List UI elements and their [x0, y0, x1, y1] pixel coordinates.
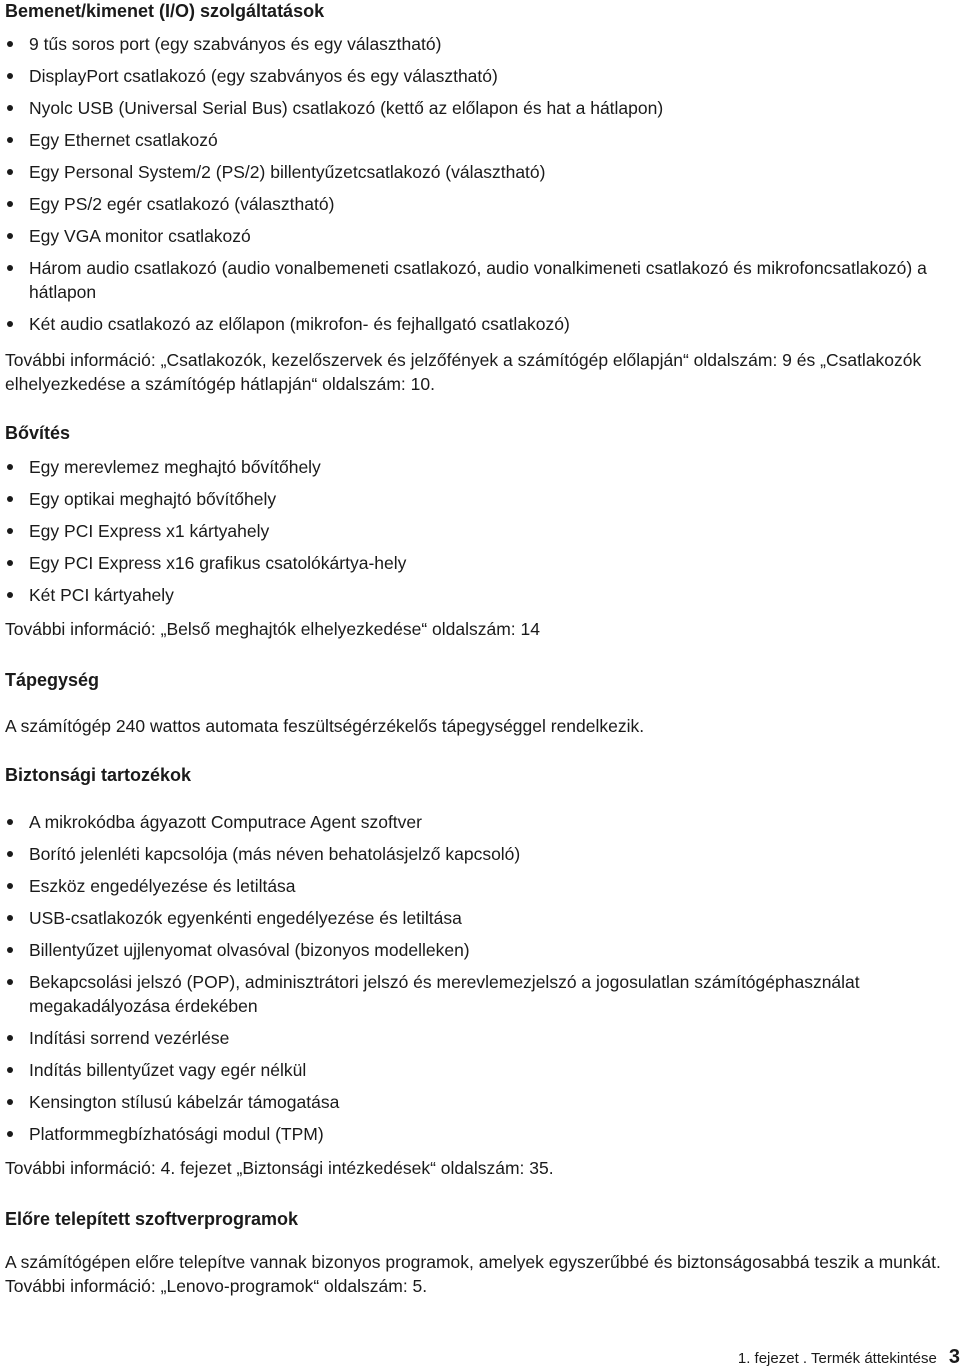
bullet-icon [7, 883, 13, 889]
bullet-icon [7, 105, 13, 111]
list-item: Két audio csatlakozó az előlapon (mikrofon- és fejhallgató csatlakozó) [5, 312, 960, 336]
bullet-icon [7, 137, 13, 143]
bullet-icon [7, 73, 13, 79]
bullet-icon [7, 201, 13, 207]
list-item: Platformmegbízhatósági modul (TPM) [5, 1122, 960, 1146]
list-item: DisplayPort csatlakozó (egy szabványos és egy választható) [5, 64, 960, 88]
expansion-section [5, 422, 960, 641]
list-item: Billentyűzet ujjlenyomat olvasóval (bizonyos modelleken) [5, 938, 960, 962]
list-item: A mikrokódba ágyazott Computrace Agent szoftver [5, 810, 960, 834]
chapter-title: 1. fejezet . Termék áttekintése [737, 1350, 937, 1367]
bullet-icon [7, 233, 13, 239]
list-item: USB-csatlakozók egyenkénti engedélyezése és letiltása [5, 906, 960, 930]
bullet-icon [7, 979, 13, 985]
bullet-icon [7, 464, 13, 470]
expansion-heading: Bővítés [5, 423, 71, 443]
list-item: Egy PS/2 egér csatlakozó (választható) [5, 192, 960, 216]
power-section [5, 669, 960, 738]
expansion-list [5, 455, 960, 607]
security-heading: Biztonsági tartozékok [5, 765, 192, 785]
bullet-icon [7, 169, 13, 175]
list-item: Két PCI kártyahely [5, 583, 960, 607]
io-note: További információ: „Csatlakozók, kezelőszervek és jelzőfények a számítógép előlapján“ oldalszám: 9 és „Csatlakozók elhelyezkedése a számítógép hátlapján“ oldalszám: 10. [5, 350, 922, 394]
io-heading: Bemenet/kimenet (I/O) szolgáltatások [5, 1, 325, 21]
list-item: Borító jelenléti kapcsolója (más néven behatolásjelző kapcsoló) [5, 842, 960, 866]
list-item: Nyolc USB (Universal Serial Bus) csatlakozó (kettő az előlapon és hat a hátlapon) [5, 96, 960, 120]
page-footer [738, 1346, 960, 1369]
bullet-icon [7, 41, 13, 47]
list-item: Egy PCI Express x16 grafikus csatolókártya-hely [5, 551, 960, 575]
list-item: 9 tűs soros port (egy szabványos és egy választható) [5, 32, 960, 56]
security-note: További információ: 4. fejezet „Biztonsági intézkedések“ oldalszám: 35. [5, 1158, 554, 1178]
bullet-icon [7, 1099, 13, 1105]
bullet-icon [7, 1131, 13, 1137]
list-item: Egy Personal System/2 (PS/2) billentyűzetcsatlakozó (választható) [5, 160, 960, 184]
bullet-icon [7, 592, 13, 598]
software-text: A számítógépen előre telepítve vannak bizonyos programok, amelyek egyszerűbbé és biztonságosabbá teszik a munkát. További információ: „Lenovo-programok“ oldalszám: 5. [5, 1252, 941, 1296]
list-item: Indítás billentyűzet vagy egér nélkül [5, 1058, 960, 1082]
software-section [5, 1208, 960, 1298]
list-item: Egy optikai meghajtó bővítőhely [5, 487, 960, 511]
bullet-icon [7, 915, 13, 921]
list-item: Bekapcsolási jelszó (POP), adminisztrátori jelszó és merevlemezjelszó a jogosulatlan számítógéphasználat megakadályozása érdekében [5, 970, 960, 1018]
io-section [5, 0, 960, 396]
software-heading: Előre telepített szoftverprogramok [5, 1209, 299, 1229]
list-item: Indítási sorrend vezérlése [5, 1026, 960, 1050]
page-number: 3 [948, 1346, 960, 1368]
bullet-icon [7, 560, 13, 566]
bullet-icon [7, 1067, 13, 1073]
power-text: A számítógép 240 wattos automata feszültségérzékelős tápegységgel rendelkezik. [5, 716, 645, 736]
bullet-icon [7, 851, 13, 857]
list-item: Egy PCI Express x1 kártyahely [5, 519, 960, 543]
list-item: Három audio csatlakozó (audio vonalbemeneti csatlakozó, audio vonalkimeneti csatlakozó és mikrofoncsatlakozó) a hátlapon [5, 256, 960, 304]
bullet-icon [7, 528, 13, 534]
security-list [5, 810, 960, 1146]
power-heading: Tápegység [5, 670, 100, 690]
bullet-icon [7, 496, 13, 502]
list-item: Eszköz engedélyezése és letiltása [5, 874, 960, 898]
list-item: Egy Ethernet csatlakozó [5, 128, 960, 152]
bullet-icon [7, 1035, 13, 1041]
list-item: Kensington stílusú kábelzár támogatása [5, 1090, 960, 1114]
expansion-note: További információ: „Belső meghajtók elhelyezkedése“ oldalszám: 14 [5, 619, 540, 639]
list-item: Egy merevlemez meghajtó bővítőhely [5, 455, 960, 479]
io-list [5, 32, 960, 336]
bullet-icon [7, 265, 13, 271]
bullet-icon [7, 819, 13, 825]
list-item: Egy VGA monitor csatlakozó [5, 224, 960, 248]
security-section [5, 764, 960, 1180]
bullet-icon [7, 321, 13, 327]
bullet-icon [7, 947, 13, 953]
